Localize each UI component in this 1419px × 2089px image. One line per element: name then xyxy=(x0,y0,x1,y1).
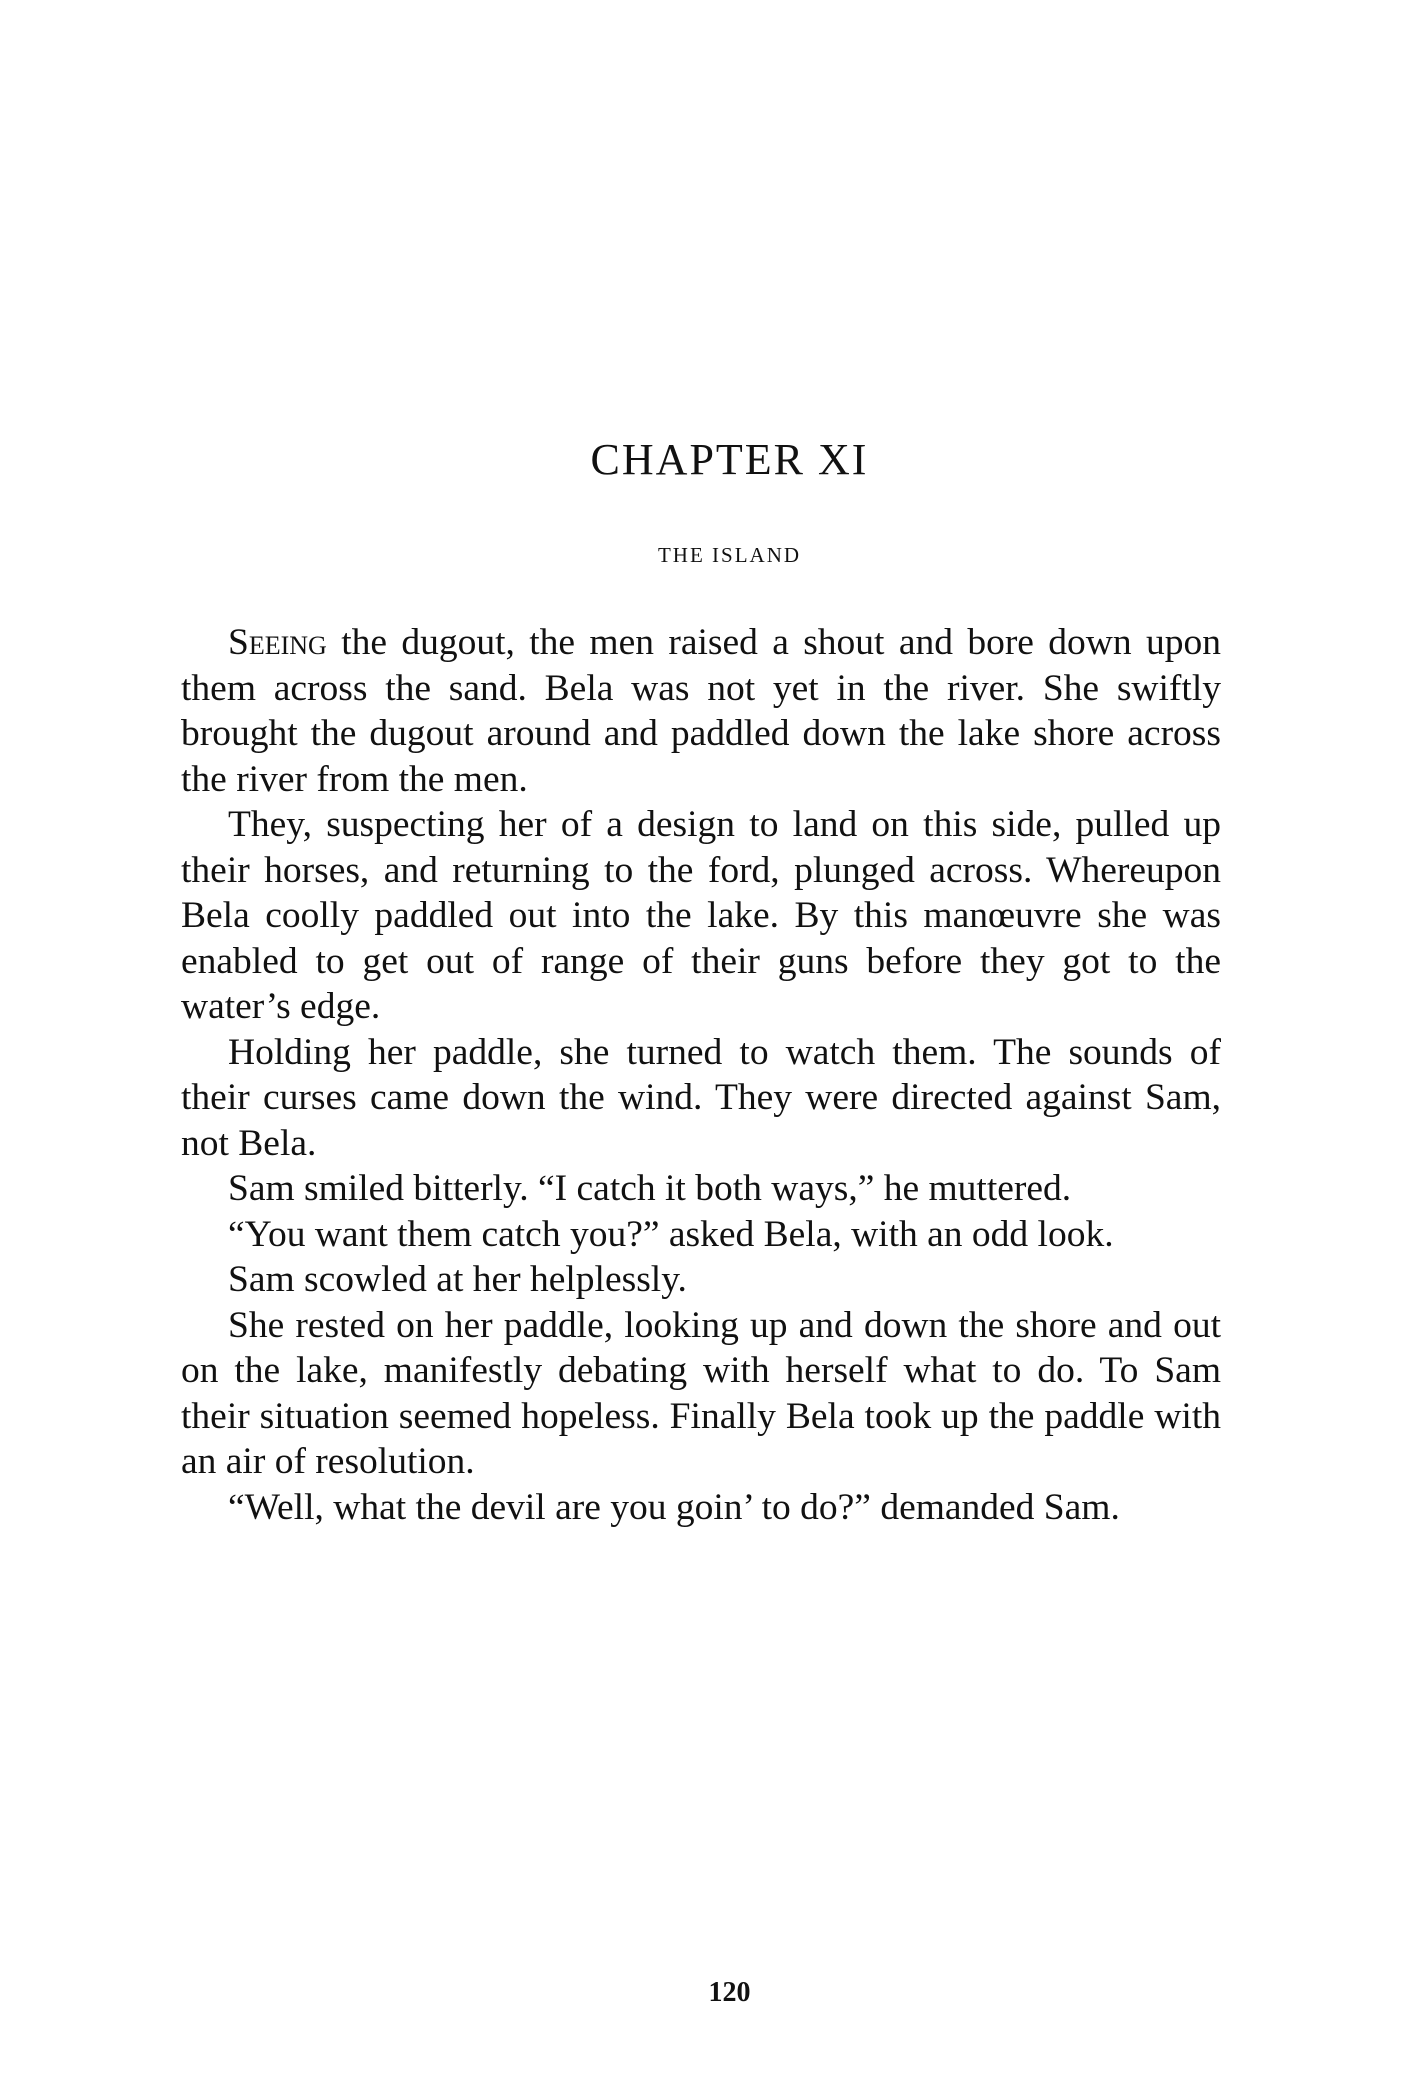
paragraph-lead-word: Seeing xyxy=(228,622,327,663)
paragraph-text: the dugout, the men raised a shout and bore down upon them across the sand. Bela was not yet in the river. She swiftly brought the dugout around and paddled down the lake shore across the river from the men. xyxy=(181,622,1221,800)
body-text xyxy=(181,620,1221,1530)
paragraph-4: Sam smiled bitterly. “I catch it both ways,” he muttered. xyxy=(228,1168,1072,1209)
paragraph-8: “Well, what the devil are you goin’ to do?” demanded Sam. xyxy=(228,1486,1120,1528)
paragraph-5: “You want them catch you?” asked Bela, with an odd look. xyxy=(228,1213,1114,1255)
paragraph-1 xyxy=(181,620,1221,802)
chapter-subtitle: THE ISLAND xyxy=(657,543,802,567)
chapter-title: CHAPTER XI xyxy=(590,435,869,484)
paragraph-2: They, suspecting her of a design to land on this side, pulled up their horses, and returning to the ford, plunged across. Whereupon Bela coolly paddled out into the lake. By this manœuvre she was enabled to get out of range of their guns before they got to the water’s edge. xyxy=(181,804,1221,1027)
paragraph-6: Sam scowled at her helplessly. xyxy=(228,1259,687,1300)
paragraph-7: She rested on her paddle, looking up and down the shore and out on the lake, manifestly debating with herself what to do. To Sam their situation seemed hopeless. Finally Bela took up the paddle with an air of resolution. xyxy=(181,1304,1221,1482)
paragraph-3: Holding her paddle, she turned to watch them. The sounds of their curses came down the wind. They were directed against Sam, not Bela. xyxy=(181,1031,1221,1164)
page-number: 120 xyxy=(708,1977,751,2008)
